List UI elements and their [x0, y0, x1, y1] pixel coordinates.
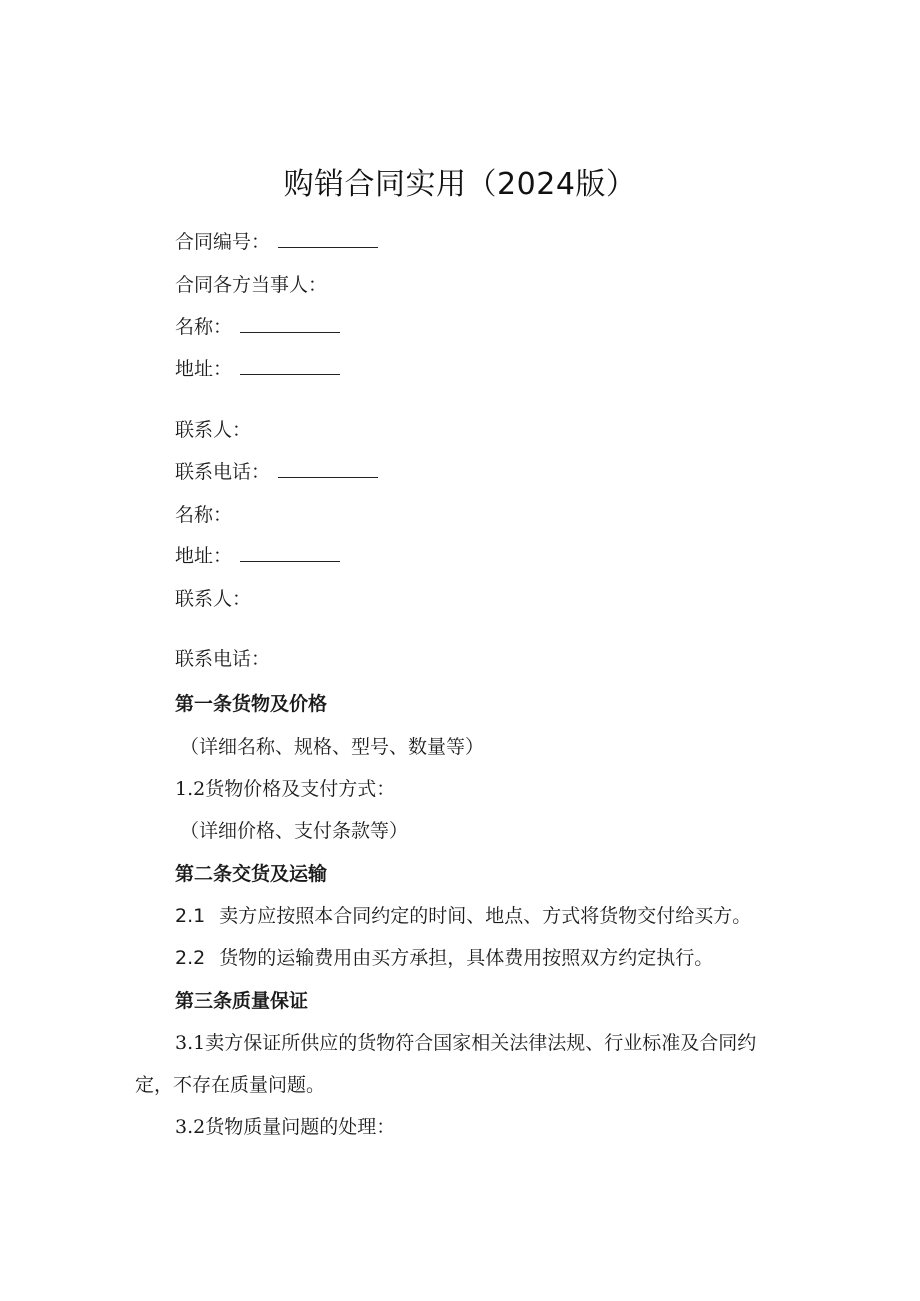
article2-item-2-2	[175, 944, 713, 972]
party1-address-line	[175, 355, 340, 383]
party2-contact-label: 联系人：	[175, 588, 252, 610]
party1-phone-blank[interactable]	[278, 461, 378, 478]
party2-address-label: 地址：	[175, 545, 233, 567]
article3-item-3-2: 3.2货物质量问题的处理：	[175, 1116, 396, 1138]
contract-number-label: 合同编号：	[175, 231, 271, 253]
party1-name-line	[175, 313, 340, 341]
article1-note1: （详细名称、规格、型号、数量等）	[180, 736, 485, 758]
party2-address-line	[175, 542, 340, 570]
article2-heading: 第二条交货及运输	[175, 863, 328, 885]
article2-item-2-1	[175, 902, 751, 930]
party1-name-label: 名称：	[175, 316, 233, 338]
article3-item-3-1: 3.1卖方保证所供应的货物符合国家相关法律法规、行业标准及合同约定，不存在质量问题。	[135, 1032, 757, 1096]
item-2-1-text: 卖方应按照本合同约定的时间、地点、方式将货物交付给买方。	[219, 905, 752, 927]
party2-address-blank[interactable]	[240, 545, 340, 562]
document-title: 购销合同实用（2024版）	[283, 167, 637, 202]
item-2-2-text: 货物的运输费用由买方承担，具体费用按照双方约定执行。	[219, 947, 714, 969]
contract-number-blank[interactable]	[278, 231, 378, 248]
party2-phone-label: 联系电话：	[175, 648, 271, 670]
article1-heading: 第一条货物及价格	[175, 693, 328, 715]
party1-phone-line	[175, 458, 378, 486]
party1-contact-label: 联系人：	[175, 419, 252, 441]
party1-address-label: 地址：	[175, 358, 233, 380]
contract-number-line	[175, 228, 378, 256]
party1-address-blank[interactable]	[240, 358, 340, 375]
parties-label: 合同各方当事人：	[175, 274, 328, 296]
item-2-1-number: 2.1	[175, 905, 206, 927]
party1-phone-label: 联系电话：	[175, 461, 271, 483]
item-2-2-number: 2.2	[175, 947, 206, 969]
article1-item-1-2: 1.2货物价格及支付方式：	[175, 778, 396, 800]
party1-name-blank[interactable]	[240, 316, 340, 333]
party2-name-label: 名称：	[175, 504, 233, 526]
article3-heading: 第三条质量保证	[175, 990, 309, 1012]
article1-note2: （详细价格、支付条款等）	[180, 820, 409, 842]
